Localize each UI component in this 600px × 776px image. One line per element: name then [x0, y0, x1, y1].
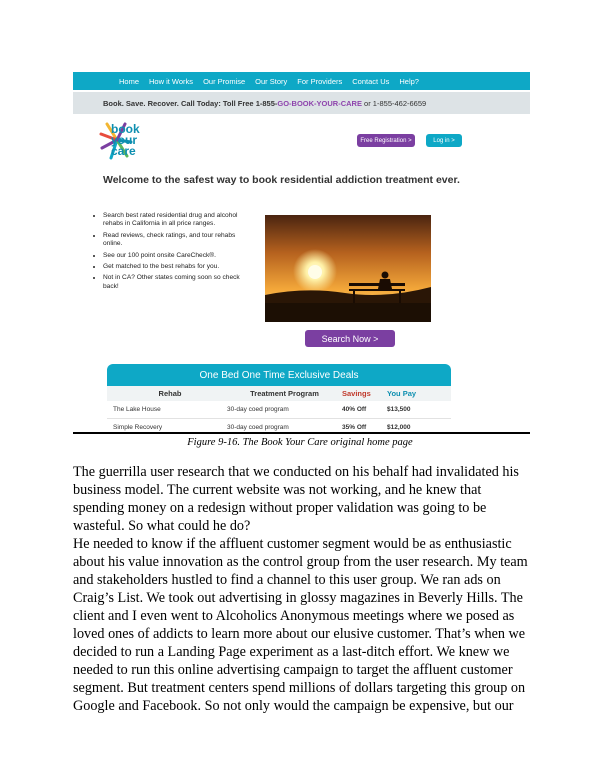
nav-contact-us[interactable]: Contact Us	[352, 76, 390, 86]
cell-you-pay: $13,500	[387, 406, 411, 413]
header-treatment-program: Treatment Program	[250, 389, 319, 398]
body-paragraph-1: The guerrilla user research that we conducted on his behalf had invalidated his business model. The current website was not working, and he knew that spending money on a redesign without proper validation was going to be wasteful. So what could he do?	[73, 464, 519, 534]
nav-our-story[interactable]: Our Story	[255, 76, 288, 86]
deals-title: One Bed One Time Exclusive Deals	[107, 364, 451, 386]
welcome-headline: Welcome to the safest way to book residential addiction treatment ever.	[103, 174, 460, 186]
logo-wordmark: book your care	[111, 122, 140, 158]
feature-item: • Get matched to the best rehabs for you.	[103, 263, 248, 271]
feature-item: • Not in CA? Other states coming soon so check back!	[103, 274, 248, 291]
figure-screenshot	[73, 72, 530, 432]
body-paragraph-2: He needed to know if the affluent customer segment would be as enthusiastic about his value innovation as the control group from the user research. My team and stakeholders hustled to find a channel to this user group. We ran ads on Craig’s List. We took out advertising in glossy magazines in Beverly Hills. The client and I even went to Alcoholics Anonymous meetings where we posed as loved ones of addicts to learn more about our elusive customer. That’s when we decided to run a Landing Page experiment as a last-ditch effort. We knew we needed to run this online advertising campaign to target the affluent customer segment. But treatment centers spend millions of dollars targeting this group on Google and Facebook. So not only would the campaign be expensive, but our	[73, 536, 528, 714]
cell-savings: 40% Off	[342, 406, 367, 413]
cell-program: 30-day coed program	[227, 424, 289, 431]
nav-home[interactable]: Home	[119, 76, 140, 86]
log-in-button[interactable]: Log in >	[426, 134, 462, 147]
figure-rule	[73, 432, 530, 434]
cell-program: 30-day coed program	[227, 406, 289, 413]
header-rehab: Rehab	[158, 389, 182, 398]
nav-help[interactable]: Help?	[399, 76, 419, 86]
cell-savings: 35% Off	[342, 424, 367, 431]
nav-how-it-works[interactable]: How it Works	[149, 76, 194, 86]
vanity-number: GO-BOOK-YOUR-CARE	[277, 98, 362, 108]
call-bar-text: Book. Save. Recover. Call Today: Toll Free 1-855-GO-BOOK-YOUR-CARE or 1-855-462-6659	[103, 98, 427, 108]
site-nav	[73, 72, 530, 90]
feature-item: • Search best rated residential drug and alcohol rehabs in California in all price ranges.	[103, 212, 248, 229]
figure-caption: Figure 9-16. The Book Your Care original home page	[187, 437, 413, 448]
deals-header-row	[107, 386, 451, 401]
nav-for-providers[interactable]: For Providers	[297, 76, 343, 86]
free-registration-button[interactable]: Free Registration >	[357, 134, 415, 147]
sunset-bench-photo	[265, 215, 431, 322]
deals-table	[107, 364, 451, 432]
feature-list	[93, 212, 248, 294]
header-savings: Savings	[342, 389, 371, 398]
cell-rehab: Simple Recovery	[113, 424, 163, 431]
feature-item: • See our 100 point onsite CareCheck®.	[103, 252, 248, 260]
call-bar	[73, 92, 530, 114]
table-row[interactable]	[107, 401, 451, 419]
cell-rehab: The Lake House	[113, 406, 161, 413]
header-you-pay: You Pay	[387, 389, 417, 398]
table-row[interactable]	[107, 419, 451, 432]
nav-our-promise[interactable]: Our Promise	[203, 76, 246, 86]
cell-you-pay: $12,000	[387, 424, 411, 431]
feature-item: • Read reviews, check ratings, and tour rehabs online.	[103, 232, 248, 249]
search-now-button[interactable]: Search Now >	[305, 330, 395, 347]
